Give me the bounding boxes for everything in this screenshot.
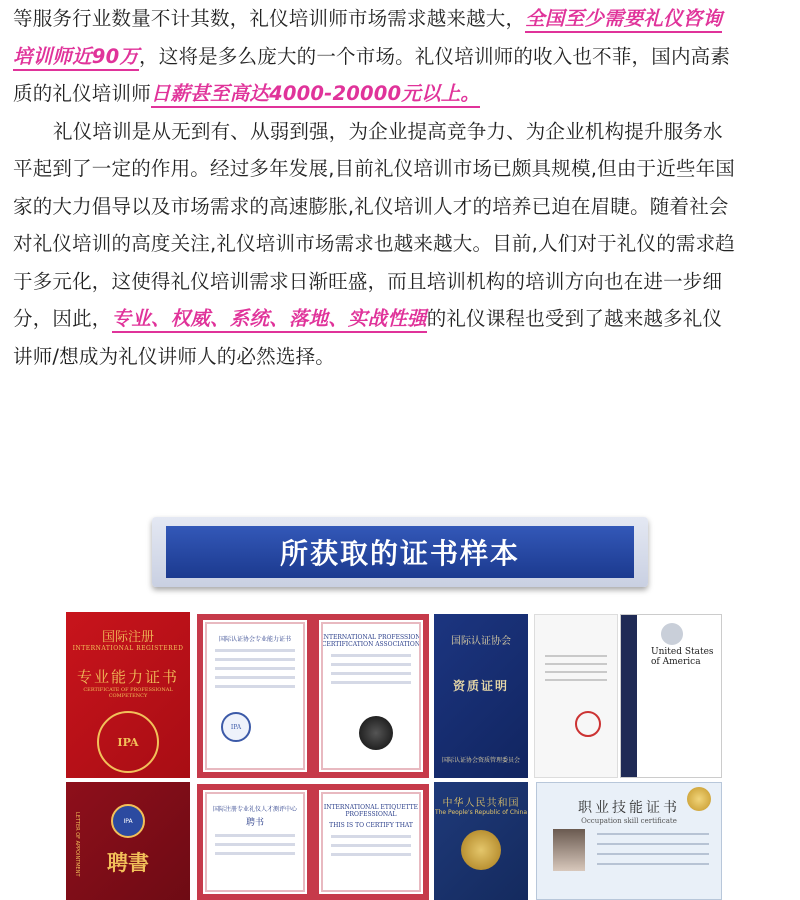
text-line xyxy=(597,853,709,855)
text-line xyxy=(545,671,607,673)
paragraph2-line3: 家的大力倡导以及市场需求的高速膨胀,礼仪培训人才的培养已迫在眉睫。随着社会 xyxy=(13,194,729,218)
ipa-seal-icon: IPA xyxy=(111,804,145,838)
text-line xyxy=(331,654,411,657)
text-line xyxy=(597,863,709,865)
text-line xyxy=(545,663,607,665)
text-line xyxy=(331,835,411,838)
paragraph1-line1 xyxy=(13,0,789,38)
binding-strip xyxy=(621,615,637,777)
highlight-daily-pay: 日薪甚至高达4000-20000元以上。 xyxy=(151,82,480,108)
text-line xyxy=(215,852,295,855)
certificate-blue-book xyxy=(434,614,528,778)
holder-photo xyxy=(553,829,585,871)
paragraph2-line4: 对礼仪培训的高度关注,礼仪培训市场需求也越来越大。目前,人们对于礼仪的需求趋 xyxy=(13,232,735,255)
eagle-seal-icon xyxy=(661,623,683,645)
skill-cert-subtitle: Occupation skill certificate xyxy=(581,817,677,825)
text-line xyxy=(545,655,607,657)
text-line xyxy=(331,853,411,856)
certificate-maroon-book xyxy=(66,782,190,900)
certificate-frame-left-2 xyxy=(197,784,313,900)
paragraph1-line2 xyxy=(13,38,789,76)
highlight-demand-count: 培训师近90万 xyxy=(13,45,139,71)
cert-title: THIS IS TO CERTIFY THAT xyxy=(329,822,413,829)
cert-footer: 国际认证协会资质管理委员会 xyxy=(441,757,520,764)
text-line xyxy=(331,681,411,684)
cert-header: 国际注册专业礼仪人才测评中心 xyxy=(212,806,297,813)
highlight-course-features: 专业、权威、系统、落地、实战性强 xyxy=(112,307,427,333)
text-run: 分，因此， xyxy=(13,307,112,330)
article-text xyxy=(13,0,789,375)
text-line xyxy=(215,649,295,652)
cert-title-en: INTERNATIONAL REGISTERED xyxy=(72,645,184,652)
certificate-us-document xyxy=(620,614,722,778)
cert-name-en: CERTIFICATE OF PROFESSIONAL COMPETENCY xyxy=(83,687,173,699)
cert-title: 资质证明 xyxy=(452,679,509,693)
certificate-red-book xyxy=(66,612,190,778)
us-doc-header: United States of America xyxy=(651,647,714,667)
certificate-white-document xyxy=(534,614,618,778)
national-emblem-icon xyxy=(461,830,501,870)
text-line xyxy=(597,843,709,845)
text-run: ，这将是多么庞大的一个市场。礼仪培训师的收入也不菲，国内高素 xyxy=(139,44,731,68)
ipa-logo-icon: IPA xyxy=(221,712,251,742)
text-line xyxy=(215,843,295,846)
stamp-icon xyxy=(575,711,601,737)
text-run: 等服务行业数量不计其数，礼仪培训师市场需求越来越大， xyxy=(13,7,526,30)
text-run: 质的礼仪培训师 xyxy=(13,82,151,105)
cert-title: 聘书 xyxy=(245,818,264,828)
paragraph1-line3 xyxy=(13,75,789,113)
cert-header: 国际认证协会专业能力证书 xyxy=(218,636,291,643)
appointment-title: 聘書 xyxy=(107,850,149,875)
certificate-frame-right-2 xyxy=(313,784,429,900)
text-line xyxy=(597,833,709,835)
text-line xyxy=(215,685,295,688)
seal-icon xyxy=(359,716,393,750)
skill-cert-title: 职业技能证书 xyxy=(578,800,680,816)
paragraph2-line7: 讲师/想成为礼仪讲师人的必然选择。 xyxy=(13,344,335,368)
cert-title-cn: 国际注册 xyxy=(101,630,154,645)
certificate-skill xyxy=(536,782,722,900)
text-line xyxy=(331,672,411,675)
cert-header: INTERNATIONAL PROFESSION CERTIFICATION ASSOCIATION xyxy=(321,634,421,648)
paragraph2-line1: 礼仪培训是从无到有、从弱到强，为企业提高竞争力、为企业机构提升服务水 xyxy=(53,119,723,143)
section-banner xyxy=(152,517,648,587)
paragraph2-line6 xyxy=(13,300,789,338)
highlight-demand: 全国至少需要礼仪咨询 xyxy=(525,7,722,33)
certificate-frame-left xyxy=(197,614,313,778)
gold-seal-icon xyxy=(687,787,711,811)
banner-title: 所获取的证书样本 xyxy=(166,526,634,578)
text-line xyxy=(331,844,411,847)
certificate-frame-right xyxy=(313,614,429,778)
cert-org: 国际认证协会 xyxy=(451,636,511,647)
text-run: 的礼仪课程也受到了越来越多礼仪 xyxy=(426,307,723,330)
certificate-china-booklet xyxy=(434,782,528,900)
text-line xyxy=(545,679,607,681)
side-text: LETTER OF APPOINTMENT xyxy=(74,812,80,877)
paragraph2-line5: 于多元化，这使得礼仪培训需求日渐旺盛，而且培训机构的培训方向也在进一步细 xyxy=(13,269,723,293)
booklet-title-cn: 中华人民共和国 xyxy=(442,798,520,809)
cert-name-cn: 专业能力证书 xyxy=(76,668,179,686)
ipa-seal-icon: IPA xyxy=(97,711,159,773)
text-line xyxy=(215,676,295,679)
text-line xyxy=(215,658,295,661)
text-line xyxy=(331,663,411,666)
paragraph2-line2: 平起到了一定的作用。经过多年发展,目前礼仪培训市场已颇具规模,但由于近些年国 xyxy=(13,157,735,180)
booklet-title-en: The People's Republic of China xyxy=(434,809,528,816)
text-line xyxy=(215,667,295,670)
cert-header: INTERNATIONAL ETIQUETTE PROFESSIONAL xyxy=(323,804,419,818)
text-line xyxy=(215,834,295,837)
